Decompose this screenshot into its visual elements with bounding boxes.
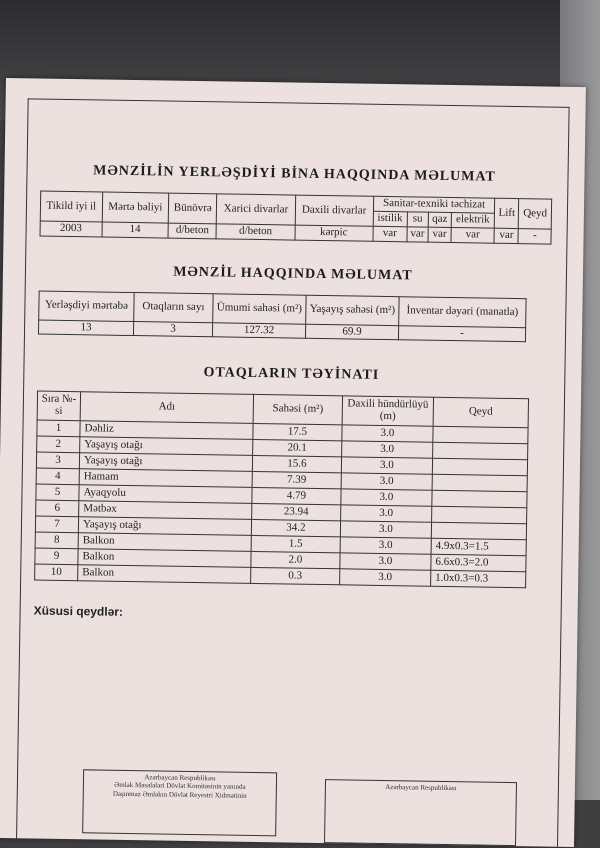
room-note xyxy=(432,490,527,507)
apartment-info-table xyxy=(38,291,527,343)
building-info-table xyxy=(40,191,553,245)
room-area: 34.2 xyxy=(251,519,340,536)
header-tikildi: Tikild iyi il xyxy=(40,191,102,222)
room-name: Mətbəx xyxy=(79,501,252,520)
room-height: 3.0 xyxy=(340,521,431,538)
stamp-left-line3: Daşınmaz Əmlakın Dövlət Reyestri Xidmətinin xyxy=(112,789,247,800)
stamp-left-line2: Əmlak Məsələləri Dövlət Komitəsinin yanında xyxy=(114,781,246,792)
room-area: 1.5 xyxy=(251,535,340,552)
section2-title: MƏNZİL HAQQINDA MƏLUMAT xyxy=(173,264,413,284)
room-area: 4.79 xyxy=(252,487,341,504)
row-number: 6 xyxy=(36,500,79,517)
room-area: 2.0 xyxy=(251,551,340,568)
value-inventar: - xyxy=(398,326,525,342)
value-istilik: var xyxy=(373,226,407,242)
room-area: 17.5 xyxy=(253,423,342,440)
header-mertebeliyi: Mərtə bəliyi xyxy=(102,192,169,223)
row-number: 10 xyxy=(35,564,78,581)
header-inventar: İnventar dəyəri (manatla) xyxy=(399,297,526,328)
header-xarici: Xarici divarlar xyxy=(217,194,296,225)
room-height: 3.0 xyxy=(341,473,432,490)
room-height: 3.0 xyxy=(341,457,432,474)
value-umumi: 127.32 xyxy=(212,323,305,338)
value-mertebeliyi: 14 xyxy=(102,222,169,238)
header-qeyd: Qeyd xyxy=(519,199,552,230)
room-height: 3.0 xyxy=(340,553,431,570)
value-tikildi: 2003 xyxy=(40,221,102,237)
room-note xyxy=(433,426,528,443)
room-name: Yaşayış otağı xyxy=(78,517,251,536)
room-note xyxy=(432,458,527,475)
header-su: su xyxy=(407,212,429,227)
header-qaz: qaz xyxy=(428,212,451,227)
header-sira: Sıra №-si xyxy=(37,391,80,421)
room-name: Yaşayış otağı xyxy=(80,437,253,456)
room-note: 4.9x0.3=1.5 xyxy=(431,538,526,555)
value-yasayis: 69.9 xyxy=(305,324,398,339)
room-name: Yaşayış otağı xyxy=(79,453,252,472)
stamp-right-line1: Azərbaycan Respublikası xyxy=(385,783,457,793)
room-area: 0.3 xyxy=(251,567,340,584)
room-height: 3.0 xyxy=(342,425,433,442)
header-qeyd: Qeyd xyxy=(433,397,528,427)
row-number: 5 xyxy=(36,484,79,501)
room-name: Ayaqyolu xyxy=(79,485,252,504)
row-number: 7 xyxy=(35,516,78,533)
room-name: Balkon xyxy=(78,549,251,568)
stamp-left-line1: Azərbaycan Respublikası xyxy=(144,773,216,783)
value-lift: var xyxy=(494,228,518,243)
value-bunovre: d/beton xyxy=(168,223,217,239)
value-qeyd: - xyxy=(518,229,551,245)
room-note xyxy=(432,474,527,491)
room-note xyxy=(433,442,528,459)
header-yerlesdiyi: Yerləşdiyi mərtəbə xyxy=(39,291,134,321)
room-note xyxy=(431,522,526,539)
value-xarici: d/beton xyxy=(216,224,294,240)
room-note: 1.0x0.3=0.3 xyxy=(431,570,526,587)
header-sanitar: Sanitar-texniki təchizat xyxy=(373,196,495,213)
room-height: 3.0 xyxy=(341,505,432,522)
header-istilik: istilik xyxy=(373,211,407,227)
room-note xyxy=(432,506,527,523)
room-name: Hamam xyxy=(79,469,252,488)
value-su: var xyxy=(407,227,429,242)
room-height: 3.0 xyxy=(340,537,431,554)
room-area: 20.1 xyxy=(253,439,342,456)
header-adi: Adı xyxy=(80,392,253,424)
section3-title: OTAQLARIN TƏYİNATI xyxy=(203,365,380,383)
header-elektrik: elektrik xyxy=(451,213,495,229)
row-number: 3 xyxy=(36,452,79,469)
document-page xyxy=(0,78,586,847)
row-number: 8 xyxy=(35,532,78,549)
room-rows xyxy=(35,420,528,588)
room-area: 15.6 xyxy=(252,455,341,472)
row-number: 1 xyxy=(37,420,80,437)
rooms-table xyxy=(34,391,529,589)
value-yerlesdiyi: 13 xyxy=(38,320,133,335)
registry-stamp-right xyxy=(324,779,517,846)
header-sahesi: Sahəsi (m²) xyxy=(253,394,342,424)
value-otaq: 3 xyxy=(133,322,212,337)
room-name: Balkon xyxy=(78,533,251,552)
header-yasayis: Yaşayış sahəsi (m²) xyxy=(306,295,399,325)
registry-stamp-left xyxy=(82,769,277,836)
header-daxili: Daxili divarlar xyxy=(295,195,374,226)
value-qaz: var xyxy=(428,227,451,242)
room-height: 3.0 xyxy=(341,489,432,506)
room-name: Balkon xyxy=(78,565,251,584)
value-elektrik: var xyxy=(451,228,495,244)
room-height: 3.0 xyxy=(340,569,431,586)
header-umumi: Ümumi sahəsi (m²) xyxy=(213,294,306,324)
header-hundurluk: Daxili hündürlüyü (m) xyxy=(342,396,433,426)
room-note: 6.6x0.3=2.0 xyxy=(431,554,526,571)
header-bunovre: Bünövrə xyxy=(168,193,217,224)
room-name: Dəhliz xyxy=(80,421,253,440)
row-number: 4 xyxy=(36,468,79,485)
row-number: 9 xyxy=(35,548,78,565)
row-number: 2 xyxy=(37,436,80,453)
special-notes-label: Xüsusi qeydlər: xyxy=(33,603,124,619)
section1-title: MƏNZİLİN YERLƏŞDİYİ BİNA HAQQINDA MƏLUMAT xyxy=(93,163,496,185)
room-height: 3.0 xyxy=(342,441,433,458)
room-area: 23.94 xyxy=(252,503,341,520)
header-otaq: Otaqların sayı xyxy=(134,293,213,323)
value-daxili: kərpic xyxy=(295,225,373,241)
header-lift: Lift xyxy=(494,198,519,228)
room-area: 7.39 xyxy=(252,471,341,488)
